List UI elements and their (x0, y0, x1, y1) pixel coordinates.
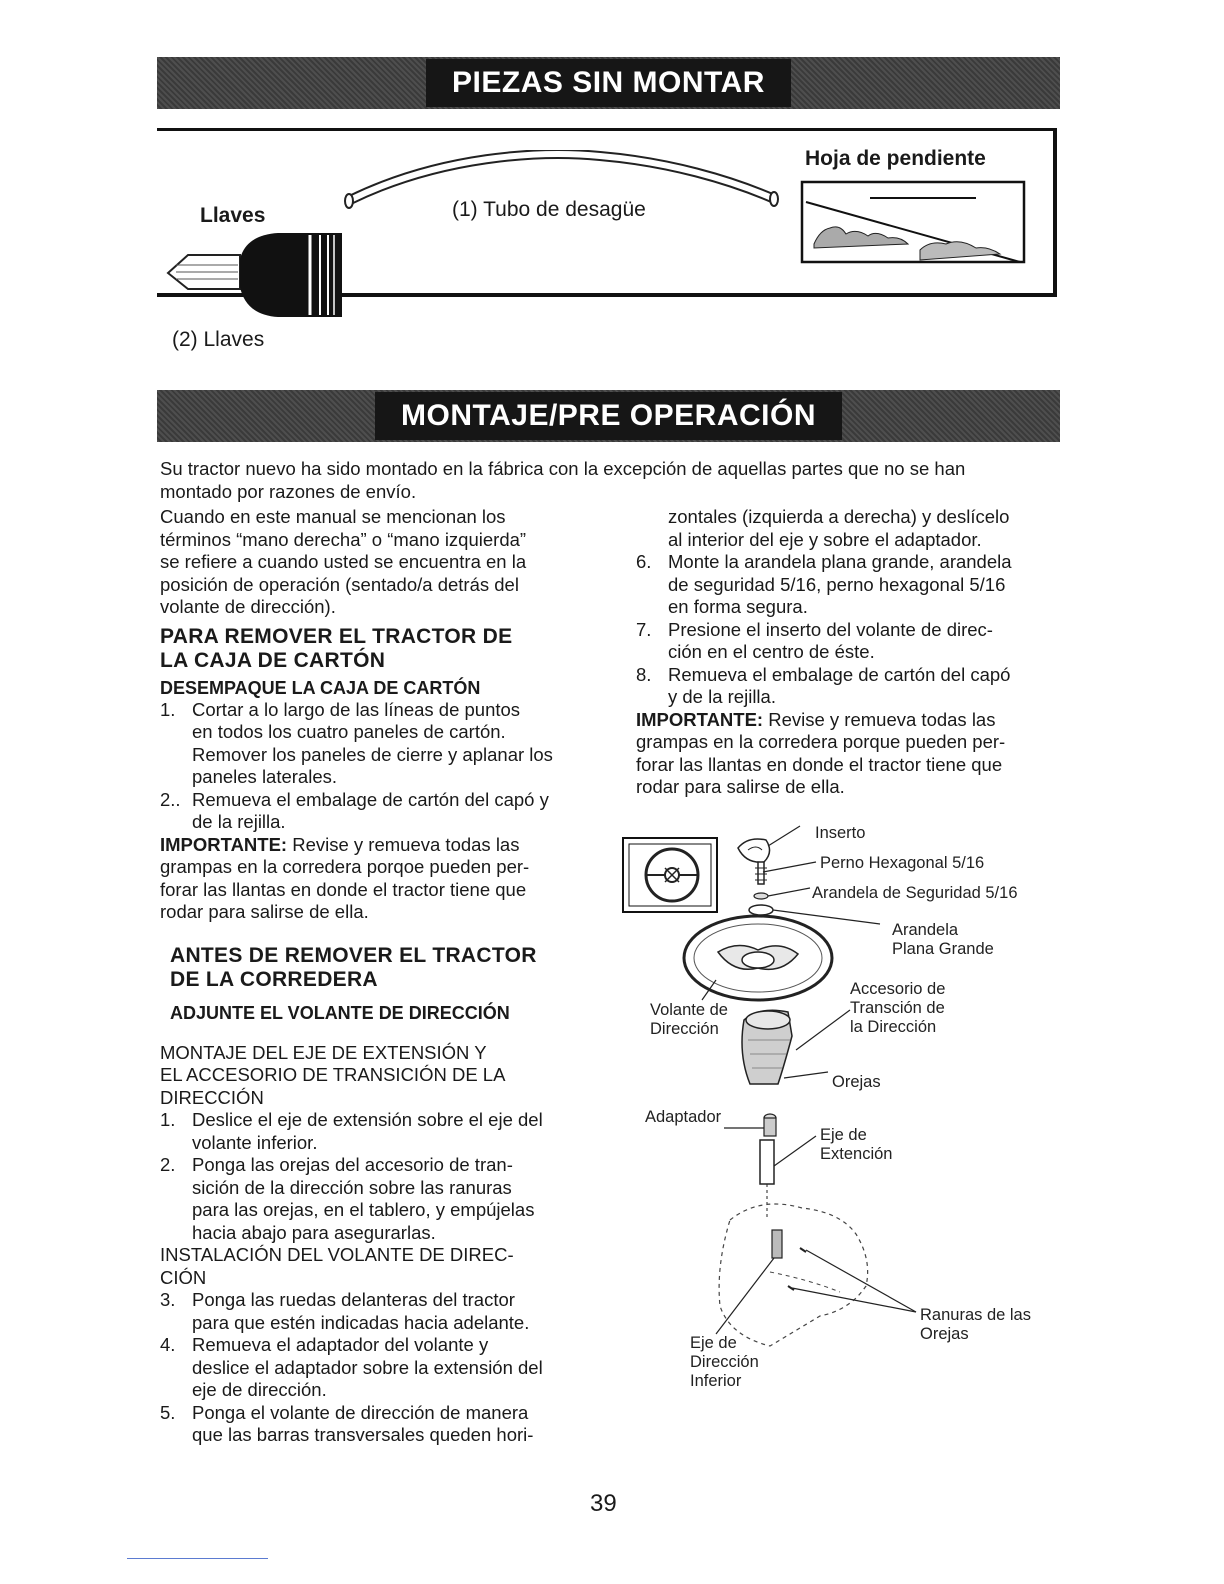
label-transition-accessory: Accesorio de Transción de la Dirección (850, 980, 946, 1036)
label-lock-washer: Arandela de Seguridad 5/16 (812, 884, 1018, 902)
keys-label: Llaves (200, 204, 266, 227)
left-column (160, 506, 553, 1447)
key-icon (160, 225, 350, 325)
wheel-step-4: 4. Remueva el adaptador del volante y deslice el adaptador sobre la extensión del eje de dirección. (160, 1334, 543, 1400)
wheel-step-3: 3. Ponga las ruedas delanteras del tractor para que estén indicadas hacia adelante. (160, 1289, 530, 1333)
slope-sheet-title: Hoja de pendiente (805, 147, 986, 170)
label-hex-bolt: Perno Hexagonal 5/16 (820, 854, 985, 872)
wheel-step-8: 8. Remueva el embalage de cartón del capó y de la rejilla. (636, 663, 1011, 707)
label-flat-washer: Arandela Plana Grande (892, 921, 994, 958)
extension-step-2: 2. Ponga las orejas del accesorio de tran- sición de la dirección sobre las ranuras para las orejas, en el tablero, y empújelas hacia abajo para asegurarlas. (160, 1154, 535, 1243)
right-column (636, 506, 1012, 799)
label-lower-steering-shaft: Eje de Dirección Inferior (690, 1334, 759, 1390)
subheading-unpack: DESEMPAQUE LA CAJA DE CARTÓN (160, 677, 481, 698)
unpack-step-1: 1. Cortar a lo largo de las líneas de puntos en todos los cuatro paneles de cartón. Remover los paneles de cierre y aplanar los paneles laterales. (160, 698, 553, 787)
section-banner-assembly (157, 390, 1060, 442)
subheading-attach-wheel: ADJUNTE EL VOLANTE DE DIRECCIÓN (170, 1002, 510, 1023)
section-title-assembly: MONTAJE/PRE OPERACIÓN (375, 392, 842, 440)
para-hand-orientation: Cuando en este manual se mencionan los términos “mano derecha” o “mano izquierda” se refiere a cuando usted se encuentra en la posición de operación (sentado/a detrás del volante de dirección). (160, 506, 527, 617)
label-extension-shaft: Eje de Extención (820, 1126, 893, 1163)
section-banner-parts (157, 57, 1060, 109)
subsection-wheel-install: INSTALACIÓN DEL VOLANTE DE DIREC- CIÓN (160, 1244, 514, 1288)
subsection-extension-assembly: MONTAJE DEL EJE DE EXTENSIÓN Y EL ACCESORIO DE TRANSICIÓN DE LA DIRECCIÓN (160, 1041, 506, 1108)
label-steering-wheel: Volante de Dirección (650, 1001, 728, 1038)
heading-remove-from-box: PARA REMOVER EL TRACTOR DE LA CAJA DE CARTÓN (160, 624, 513, 672)
wheel-step-7: 7. Presione el inserto del volante de direc- ción en el centro de éste. (636, 618, 993, 662)
label-insert: Inserto (815, 824, 866, 842)
heading-before-removing: ANTES DE REMOVER EL TRACTOR DE LA CORREDERA (170, 943, 537, 991)
label-ears: Orejas (832, 1073, 881, 1091)
section-title-parts: PIEZAS SIN MONTAR (426, 59, 791, 107)
important-note-1: IMPORTANTE: Revise y remueva todas las grampas en la corredera porqoe pueden per- forar las llantas en donde el tractor tiene que rodar para salirse de ella. (160, 833, 530, 922)
drain-tube-caption: (1) Tubo de desagüe (452, 198, 646, 221)
unpack-step-2: 2.. Remueva el embalage de cartón del capó y de la rejilla. (160, 788, 549, 832)
wheel-step-5-continued: zontales (izquierda a derecha) y deslícelo al interior del eje y sobre el adaptador. (668, 506, 1010, 550)
footer-rule (127, 1558, 268, 1559)
wheel-step-5: 5. Ponga el volante de dirección de manera que las barras transversales queden hori- (160, 1401, 534, 1445)
intro-paragraph: Su tractor nuevo ha sido montado en la fábrica con la excepción de aquellas partes que no se han montado por razones de envío. (160, 458, 966, 502)
label-ear-slots: Ranuras de las Orejas (920, 1306, 1031, 1343)
page-number: 39 (590, 1490, 617, 1517)
extension-step-1: 1. Deslice el eje de extensión sobre el eje del volante inferior. (160, 1109, 543, 1153)
slope-sheet-image (800, 180, 1026, 264)
label-adapter: Adaptador (645, 1108, 722, 1126)
keys-caption: (2) Llaves (172, 328, 265, 351)
wheel-step-6: 6. Monte la arandela plana grande, arandela de seguridad 5/16, perno hexagonal 5/16 en forma segura. (636, 551, 1012, 617)
important-note-2: IMPORTANTE: Revise y remueva todas las grampas en la corredera porque pueden per- forar las llantas en donde el tractor tiene que rodar para salirse de ella. (636, 708, 1006, 797)
